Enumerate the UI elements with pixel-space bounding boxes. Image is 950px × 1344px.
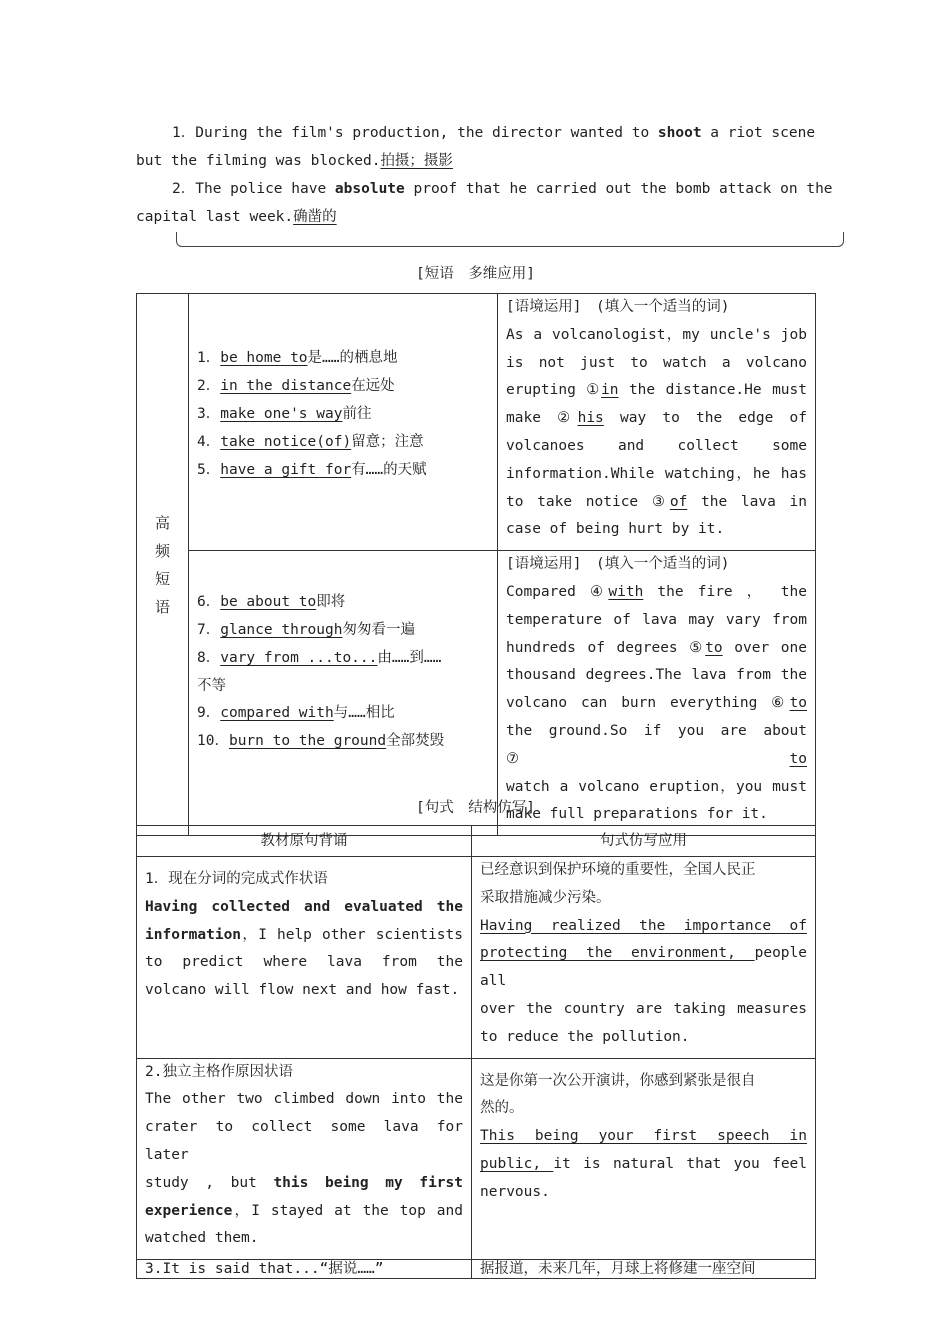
- phrase-table: [136, 293, 816, 836]
- phrase-item: 8．vary from ...to...由……到……: [197, 649, 442, 666]
- example-1-line-2: but the filming was blocked.拍摄；摄影: [136, 153, 453, 169]
- exercise-line: thousand degrees.The lava from the: [506, 667, 807, 684]
- row-1-source: 1．现在分词的完成式作状语 Having collected and evaluated the information，I help other scientists to predict where lava from the volcano will flow next and how fast.: [137, 857, 472, 1059]
- exercise-line: information.While watching，he has: [506, 465, 807, 482]
- phrase-item: 7．glance through匆匆看一遍: [197, 621, 415, 638]
- example-2-line-2: capital last week.确凿的: [136, 209, 337, 225]
- section-divider: [176, 232, 844, 247]
- phrase-item: 3．make one's way前往: [197, 406, 372, 422]
- row-title: 2.独立主格作原因状语: [145, 1063, 293, 1080]
- col-header-practice: 句式仿写应用: [472, 826, 816, 857]
- phrase-item-cont: 不等: [197, 677, 226, 694]
- phrase-item: 5．have a gift for有……的天赋: [197, 462, 427, 478]
- sentence-table: [136, 825, 816, 1279]
- phrase-list-2: [189, 551, 498, 836]
- blank-answer: with: [608, 583, 644, 600]
- phrase-section-heading: [短语 多维应用]: [416, 266, 535, 282]
- row-2-practice: 这是你第一次公开演讲，你感到紧张是很自 然的。 This being your first speech in public, it is natural that you feel nervous.: [472, 1058, 816, 1260]
- exercise-line: the ground.So if you are about ⑦to: [506, 722, 807, 767]
- exercise-line: erupting ①in the distance.He must: [506, 382, 807, 399]
- col-header-source: 教材原句背诵: [137, 826, 472, 857]
- blank-answer: to: [705, 639, 723, 656]
- row-title: 1．现在分词的完成式作状语: [145, 871, 328, 887]
- exercise-title: [语境运用] (填入一个适当的词): [506, 299, 730, 315]
- exercise-line: Compared ④with the fire ， the: [506, 583, 807, 600]
- exercise-line: hundreds of degrees ⑤to over one: [506, 639, 807, 656]
- exercise-line: volcanoes and collect some: [506, 437, 807, 454]
- blank-answer: to: [789, 750, 807, 767]
- blank-answer: in: [601, 382, 619, 399]
- answer: 确凿的: [293, 209, 337, 225]
- exercise-line: As a volcanologist，my uncle's job: [506, 326, 807, 343]
- exercise-line: is not just to watch a volcano: [506, 354, 807, 371]
- side-label: 高 频 短 语: [137, 294, 189, 836]
- answer: 拍摄；摄影: [380, 153, 453, 169]
- sentence-section-heading: [句式 结构仿写]: [416, 800, 535, 816]
- exercise-1: [498, 294, 816, 551]
- row-3-practice: 据报道，未来几年，月球上将修建一座空间: [472, 1260, 816, 1279]
- phrase-item: 9．compared with与……相比: [197, 705, 395, 722]
- keyword: absolute: [334, 181, 405, 197]
- exercise-line: volcano can burn everything ⑥to: [506, 695, 807, 712]
- exercise-line: watch a volcano eruption，you must: [506, 778, 807, 795]
- blank-answer: his: [577, 410, 604, 427]
- row-3-source: 3.It is said that...“据说……”: [137, 1260, 472, 1279]
- exercise-line: temperature of lava may vary from: [506, 611, 807, 628]
- exercise-line: case of being hurt by it.: [506, 521, 725, 538]
- phrase-item: 2．in the distance在远处: [197, 378, 395, 394]
- answer: This being your first speech in: [480, 1128, 807, 1145]
- example-number: 1．: [172, 125, 196, 141]
- phrase-item: 4．take notice(of)留意；注意: [197, 434, 424, 450]
- exercise-title: [语境运用] (填入一个适当的词): [506, 556, 730, 573]
- phrase-item: 10．burn to the ground全部焚毁: [197, 733, 445, 750]
- row-1-practice: 已经意识到保护环境的重要性，全国人民正 采取措施减少污染。 Having realized the importance of protecting the environment, people all over the country are taking measures to reduce the pollution.: [472, 857, 816, 1059]
- exercise-2: [498, 551, 816, 836]
- exercise-line: to take notice ③of the lava in: [506, 493, 807, 510]
- phrase-list-1: [189, 294, 498, 551]
- example-2-line-1: 2．The police have absolute proof that he carried out the bomb attack on the: [172, 181, 833, 197]
- row-2-source: 2.独立主格作原因状语 The other two climbed down into the crater to collect some lava for later study , but this being my first experience，I stayed at the top and watched them.: [137, 1058, 472, 1260]
- phrase-item: 1．be home to是……的栖息地: [197, 350, 398, 366]
- blank-answer: of: [669, 493, 688, 510]
- answer: Having realized the importance of: [480, 917, 807, 934]
- exercise-line: make full preparations for it.: [506, 806, 768, 823]
- example-1-line-1: 1．During the film's production, the director wanted to shoot a riot scene: [172, 125, 816, 141]
- keyword: shoot: [657, 125, 702, 141]
- example-number: 2．: [172, 181, 196, 197]
- blank-answer: to: [789, 695, 807, 712]
- phrase-item: 6．be about to即将: [197, 594, 346, 611]
- exercise-line: make ②his way to the edge of: [506, 410, 807, 427]
